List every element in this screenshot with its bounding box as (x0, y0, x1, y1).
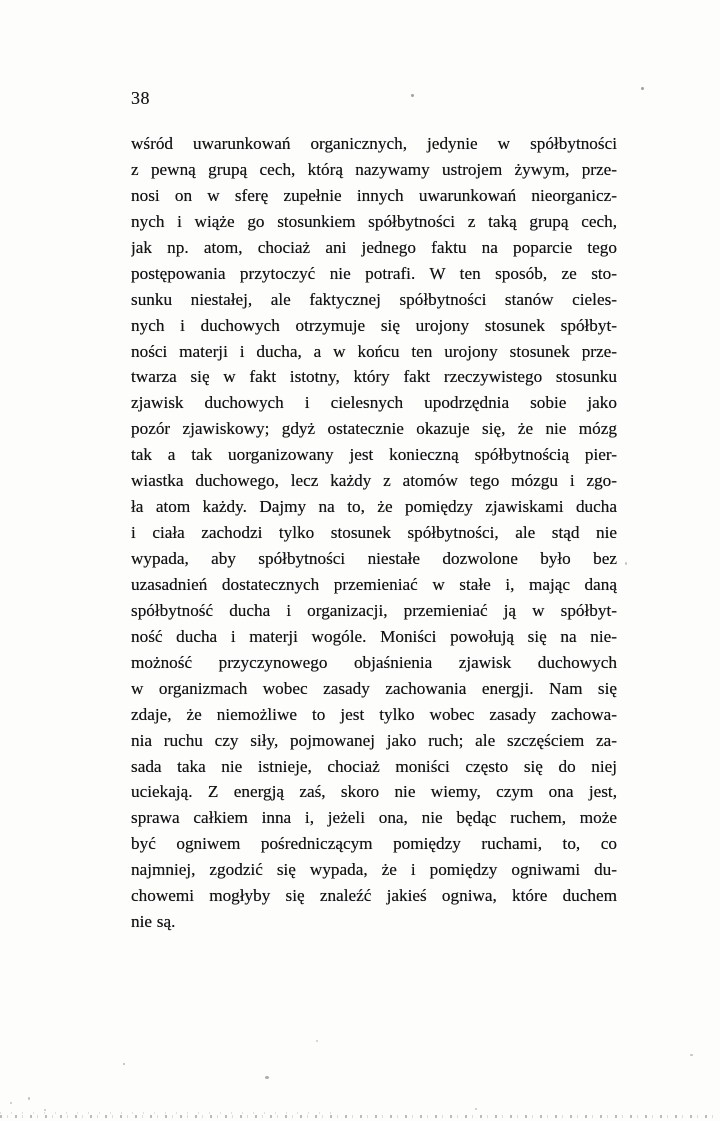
text-line: sada taka nie istnieje, chociaż moniści często się do niej (131, 756, 617, 776)
text-line: wiastka duchowego, lecz każdy z atomów tego mózgu i zgo- (131, 471, 617, 491)
text-line: zdaje, że niemożliwe to jest tylko wobec zasady zachowa- (131, 704, 617, 724)
text-line: tak a tak uorganizowany jest konieczną spółbytnością pier- (131, 445, 617, 465)
text-line: i ciała zachodzi tylko stosunek spółbytności, ale stąd nie (131, 523, 617, 543)
text-line: zjawisk duchowych i cielesnych upodrzędnia sobie jako (131, 393, 617, 413)
scan-speck (123, 1063, 125, 1065)
scan-speck (641, 87, 644, 90)
text-line: jak np. atom, chociaż ani jednego faktu na poparcie tego (131, 237, 617, 257)
scan-speck (44, 1109, 46, 1111)
text-line: z pewną grupą cech, którą nazywamy ustrojem żywym, prze- (131, 159, 617, 179)
scan-speck (475, 1108, 477, 1110)
text-line: spółbytność ducha i organizacji, przemieniać ją w spółbyt- (131, 600, 617, 620)
text-line: w organizmach wobec zasady zachowania energji. Nam się (131, 678, 617, 698)
scan-speck (10, 1102, 12, 1104)
text-line: ność ducha i materji wogóle. Moniści powołują się na nie- (131, 626, 617, 646)
text-line: postępowania przytoczyć nie potrafi. W ten sposób, ze sto- (131, 263, 617, 283)
text-line: nie są. (131, 912, 176, 932)
text-line: nych i wiąże go stosunkiem spółbytności z taką grupą cech, (131, 211, 617, 231)
text-line: chowemi mogłyby się znaleźć jakieś ogniwa, które duchem (131, 886, 617, 906)
text-line: nosi on w sferę zupełnie innych uwarunkowań nieorganicz- (131, 185, 617, 205)
text-line: być ogniwem pośredniczącym pomiędzy ruchami, to, co (131, 834, 617, 854)
scan-speck (411, 94, 414, 97)
text-line: wypada, aby spółbytności niestałe dozwolone było bez (131, 549, 617, 568)
scan-speck (625, 562, 627, 565)
text-line: ności materji i ducha, a w końcu ten urojony stosunek prze- (131, 341, 617, 361)
text-block (131, 131, 617, 935)
scan-noise-strip (0, 1115, 720, 1118)
scan-speck (28, 1097, 30, 1100)
text-line: sunku niestałej, ale faktycznej spółbytności stanów cieles- (131, 289, 617, 309)
text-line: możność przyczynowego objaśnienia zjawisk duchowych (131, 652, 617, 672)
text-line: pozór zjawiskowy; gdyż ostatecznie okazuje się, że nie mózg (131, 419, 617, 439)
scan-speck (316, 1040, 318, 1042)
text-line: uzasadnień dostatecznych przemieniać w stałe i, mając daną (131, 574, 617, 594)
text-line: sprawa całkiem inna i, jeżeli ona, nie będąc ruchem, może (131, 808, 617, 828)
text-line: wśród uwarunkowań organicznych, jedynie w spółbytności (131, 134, 617, 153)
page-number: 38 (131, 88, 150, 108)
text-line: uciekają. Z energją zaś, skoro nie wiemy, czym ona jest, (131, 782, 617, 802)
text-line: ła atom każdy. Dajmy na to, że pomiędzy zjawiskami ducha (131, 497, 617, 517)
scan-speck (690, 1054, 693, 1056)
scan-speck (265, 1076, 269, 1079)
scan-noise-strip (0, 1112, 340, 1114)
text-line: nych i duchowych otrzymuje się urojony stosunek spółbyt- (131, 315, 617, 335)
text-line: nia ruchu czy siły, pojmowanej jako ruch; ale szczęściem za- (131, 730, 617, 750)
text-line: twarza się w fakt istotny, który fakt rzeczywistego stosunku (131, 367, 617, 387)
text-line: najmniej, zgodzić się wypada, że i pomiędzy ogniwami du- (131, 860, 617, 880)
